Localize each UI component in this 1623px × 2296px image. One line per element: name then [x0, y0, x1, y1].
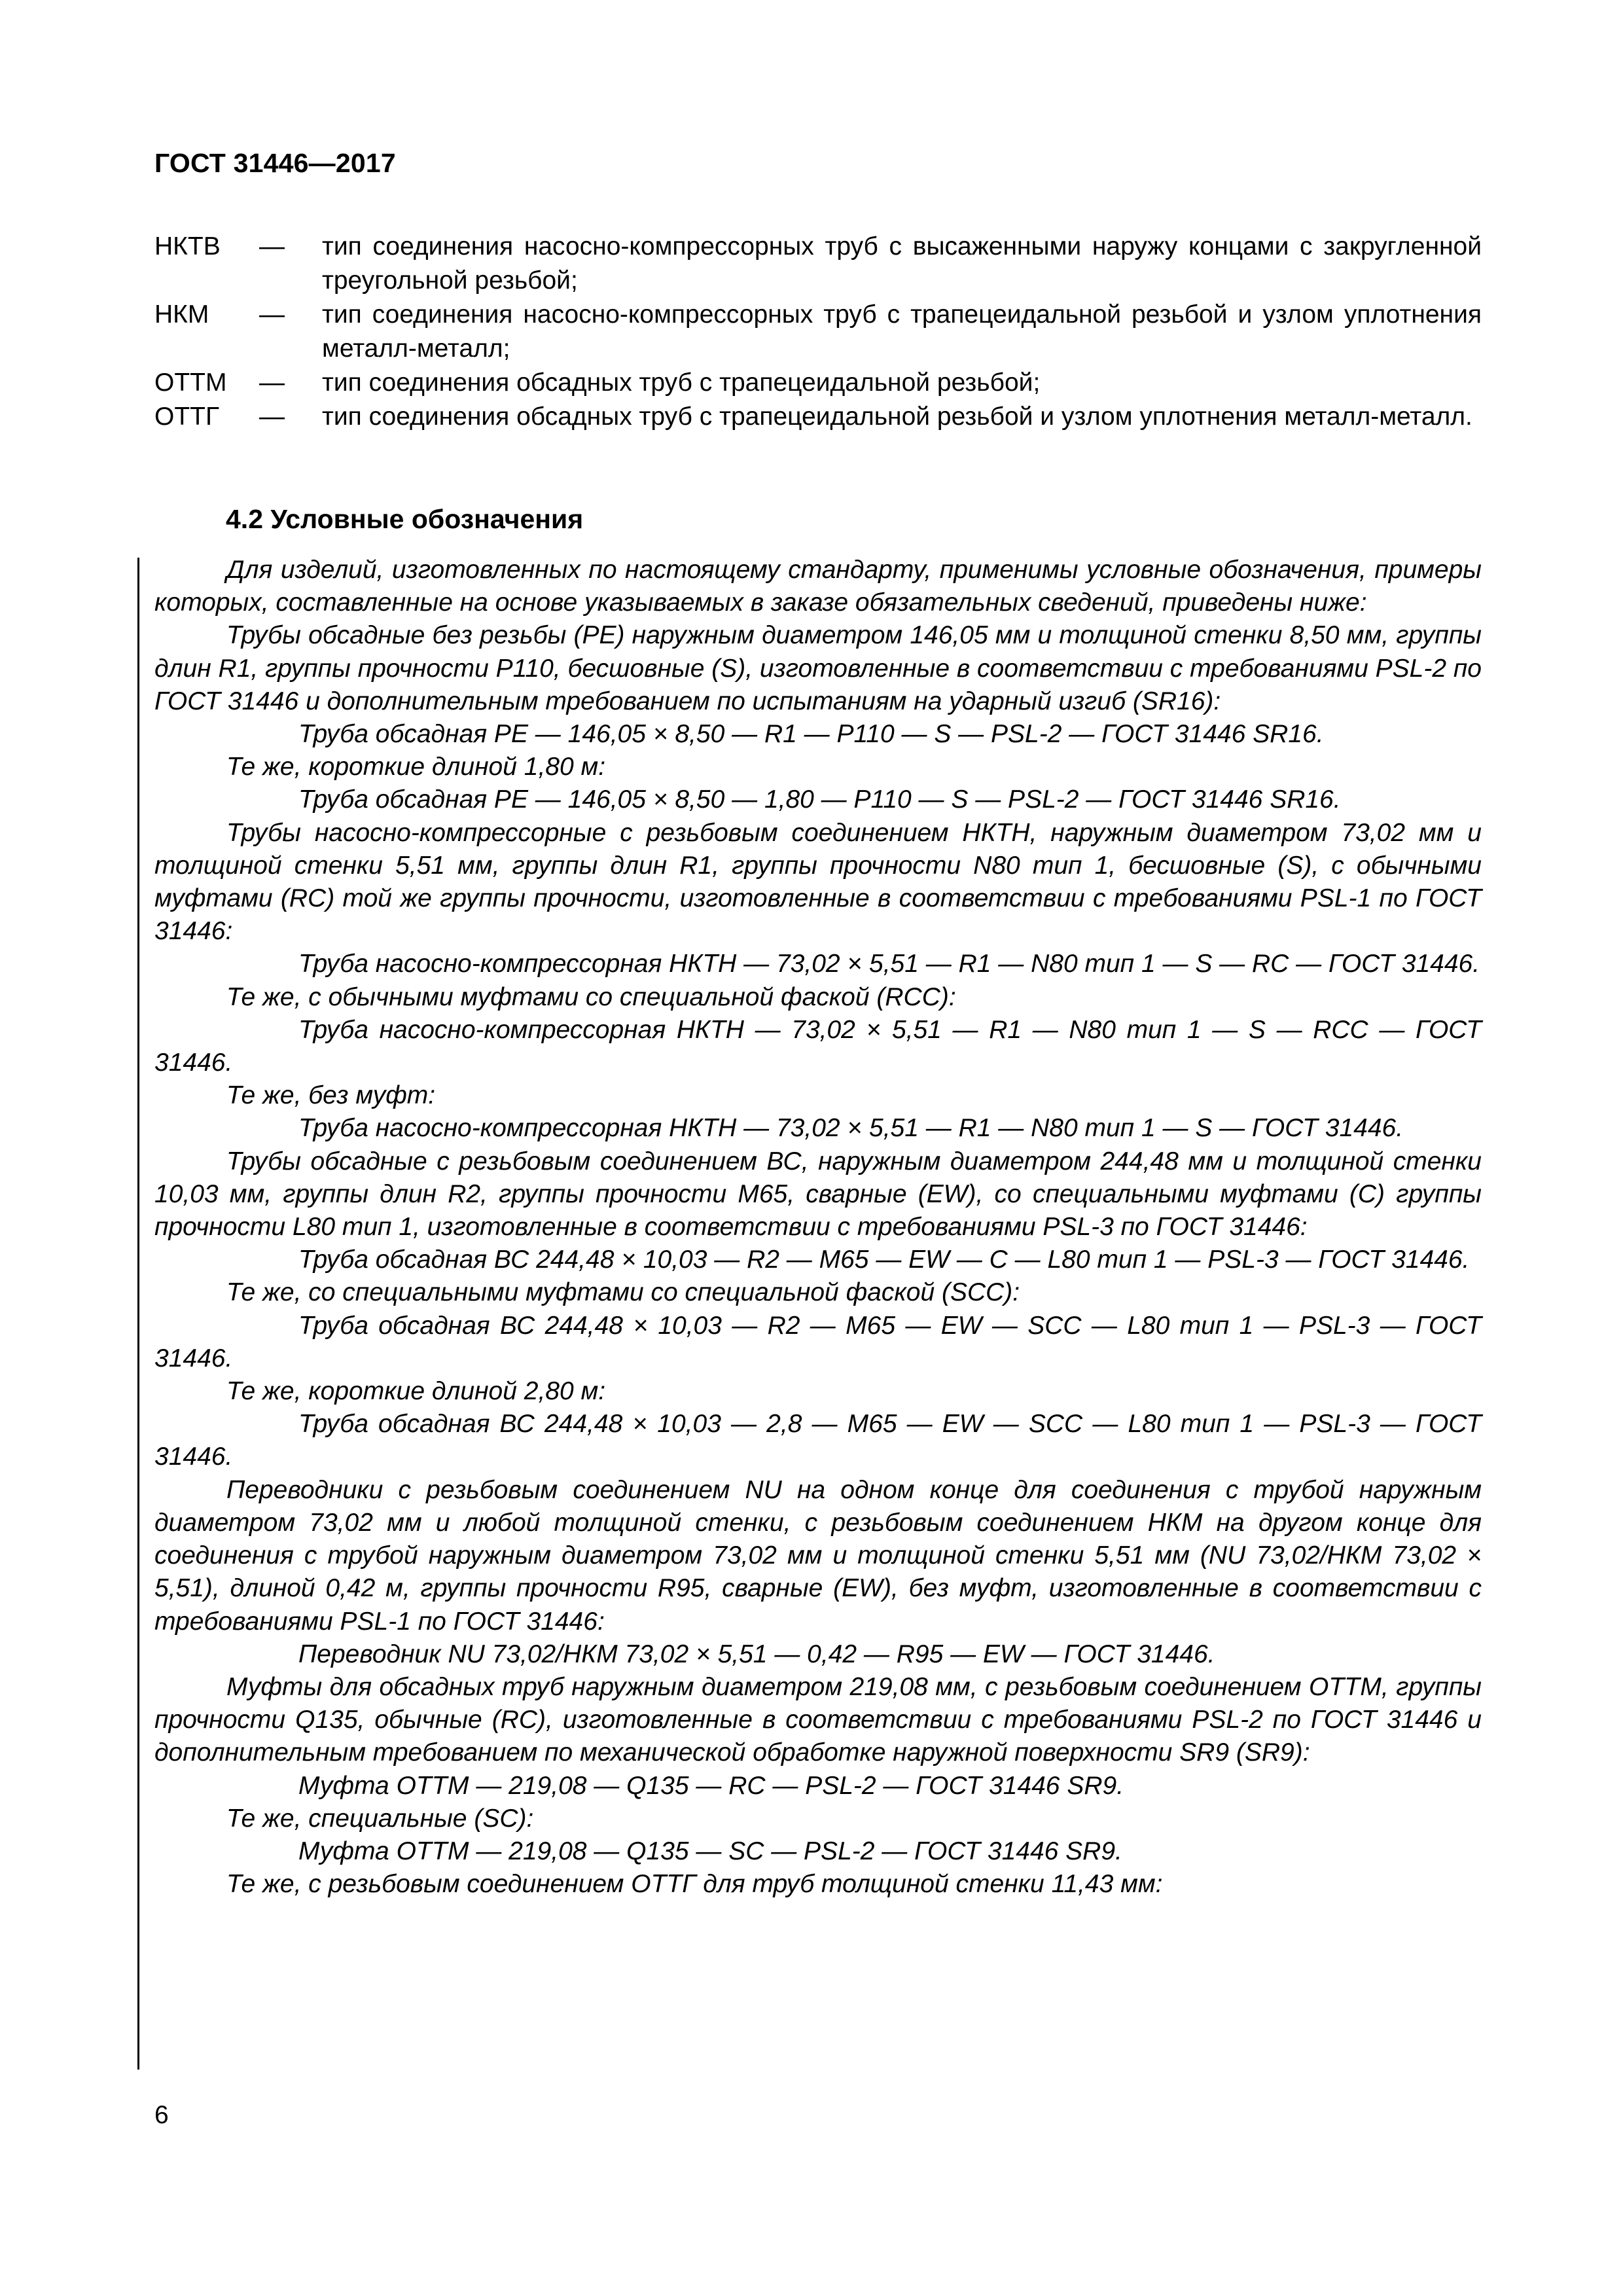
- designation-example: Переводник NU 73,02/НКМ 73,02 × 5,51 — 0,42 — R95 — EW — ГОСТ 31446.: [298, 1640, 1215, 1668]
- page-number: 6: [154, 2101, 169, 2129]
- paragraph: Трубы насосно-компрессорные с резьбовым соединением НКТН, наружным диаметром 73,02 мм и толщиной стенки 5,51 мм, группы длин R1, группы прочности N80 тип 1, бесшовные (S), с обычными муфтами (RC) той же группы прочности, изготовленные в соответствии с требованиями PSL-1 по ГОСТ 31446:: [154, 818, 1482, 946]
- designation-example: Труба обсадная ВС 244,48 × 10,03 — 2,8 — М65 — EW — SCC — L80 тип 1 — PSL-3 — ГОСТ 31446.: [154, 1410, 1482, 1471]
- paragraph: Трубы обсадные с резьбовым соединением ВС, наружным диаметром 244,48 мм и толщиной стенки 10,03 мм, группы длин R2, группы прочности М65, сварные (EW), со специальными муфтами (С) группы прочности L80 тип 1, изготовленные в соответствии с требованиями PSL-3 по ГОСТ 31446:: [154, 1147, 1482, 1242]
- abbreviation-term: НКМ: [154, 300, 209, 329]
- paragraph: Те же, короткие длиной 2,80 м:: [226, 1377, 606, 1406]
- designation-example: Труба насосно-компрессорная НКТН — 73,02 × 5,51 — R1 — N80 тип 1 — S — ГОСТ 31446.: [298, 1114, 1404, 1143]
- abbreviation-dash: —: [259, 403, 285, 431]
- paragraph: Те же, специальные (SC):: [226, 1804, 534, 1833]
- designation-example: Труба обсадная PE — 146,05 × 8,50 — 1,80 — P110 — S — PSL-2 — ГОСТ 31446 SR16.: [298, 785, 1341, 814]
- paragraph: Переводники с резьбовым соединением NU на одном конце для соединения с трубой наружным диаметром 73,02 мм и любой толщиной стенки, с резьбовым соединением НКМ на другом конце для соединения с трубой наружным диаметром 73,02 мм и толщиной стенки 5,51 мм (NU 73,02/НКМ 73,02 × 5,51), длиной 0,42 м, группы прочности R95, сварные (EW), без муфт, изготовленные в соответствии с требованиями PSL-1 по ГОСТ 31446:: [154, 1475, 1482, 1636]
- paragraph: Те же, с резьбовым соединением ОТТГ для труб толщиной стенки 11,43 мм:: [226, 1870, 1163, 1899]
- abbreviation-list: [154, 230, 1482, 434]
- paragraph: Для изделий, изготовленных по настоящему стандарту, применимы условные обозначения, примеры которых, составленные на основе указываемых в заказе обязательных сведений, приведены ниже:: [154, 556, 1482, 617]
- designation-example: Труба насосно-компрессорная НКТН — 73,02 × 5,51 — R1 — N80 тип 1 — S — RC — ГОСТ 31446.: [298, 950, 1480, 978]
- designation-example: Труба обсадная ВС 244,48 × 10,03 — R2 — М65 — EW — С — L80 тип 1 — PSL-3 — ГОСТ 31446.: [298, 1246, 1470, 1274]
- abbreviation-item: [154, 400, 1482, 434]
- abbreviation-dash: —: [259, 368, 285, 397]
- designation-example: Труба насосно-компрессорная НКТН — 73,02 × 5,51 — R1 — N80 тип 1 — S — RCC — ГОСТ 31446.: [154, 1015, 1482, 1077]
- abbreviation-definition: тип соединения обсадных труб с трапецеидальной резьбой;: [322, 368, 1041, 397]
- section-body: [154, 554, 1482, 1901]
- section-title: 4.2 Условные обозначения: [226, 504, 584, 534]
- designation-example: Труба обсадная PE — 146,05 × 8,50 — R1 — P110 — S — PSL-2 — ГОСТ 31446 SR16.: [298, 720, 1324, 749]
- abbreviation-term: ОТТМ: [154, 368, 227, 397]
- designation-example: Труба обсадная ВС 244,48 × 10,03 — R2 — М65 — EW — SCC — L80 тип 1 — PSL-3 — ГОСТ 31446.: [154, 1311, 1482, 1372]
- paragraph: Те же, короткие длиной 1,80 м:: [226, 753, 606, 781]
- paragraph: Трубы обсадные без резьбы (PE) наружным диаметром 146,05 мм и толщиной стенки 8,50 мм, группы длин R1, группы прочности P110, бесшовные (S), изготовленные в соответствии с требованиями PSL-2 по ГОСТ 31446 и дополнительным требованием по испытаниям на ударный изгиб (SR16):: [154, 621, 1482, 715]
- document-code-header: ГОСТ 31446—2017: [154, 148, 396, 178]
- paragraph: Те же, без муфт:: [226, 1081, 436, 1110]
- abbreviation-item: [154, 366, 1482, 400]
- paragraph: Те же, со специальными муфтами со специальной фаской (SCC):: [226, 1278, 1020, 1307]
- designation-example: Муфта ОТТМ — 219,08 — Q135 — RC — PSL-2 — ГОСТ 31446 SR9.: [298, 1771, 1124, 1800]
- abbreviation-term: ОТТГ: [154, 403, 220, 431]
- paragraph: Муфты для обсадных труб наружным диаметром 219,08 мм, с резьбовым соединением ОТТМ, группы прочности Q135, обычные (RC), изготовленные в соответствии с требованиями PSL-2 по ГОСТ 31446 и дополнительным требованием по механической обработке наружной поверхности SR9 (SR9):: [154, 1672, 1482, 1767]
- abbreviation-dash: —: [259, 300, 285, 329]
- abbreviation-dash: —: [259, 232, 285, 260]
- paragraph: Те же, с обычными муфтами со специальной фаской (RCC):: [226, 982, 956, 1011]
- abbreviation-term: НКТВ: [154, 232, 221, 260]
- abbreviation-definition: тип соединения обсадных труб с трапецеидальной резьбой и узлом уплотнения металл-металл.: [322, 403, 1472, 431]
- abbreviation-definition: тип соединения насосно-компрессорных труб с трапецеидальной резьбой и узлом уплотнения металл-металл;: [322, 300, 1482, 363]
- abbreviation-item: [154, 298, 1482, 366]
- abbreviation-item: [154, 230, 1482, 298]
- revision-change-bar: [137, 558, 139, 2070]
- designation-example: Муфта ОТТМ — 219,08 — Q135 — SC — PSL-2 — ГОСТ 31446 SR9.: [298, 1837, 1122, 1865]
- abbreviation-definition: тип соединения насосно-компрессорных труб с высаженными наружу концами с закругленной треугольной резьбой;: [322, 232, 1482, 295]
